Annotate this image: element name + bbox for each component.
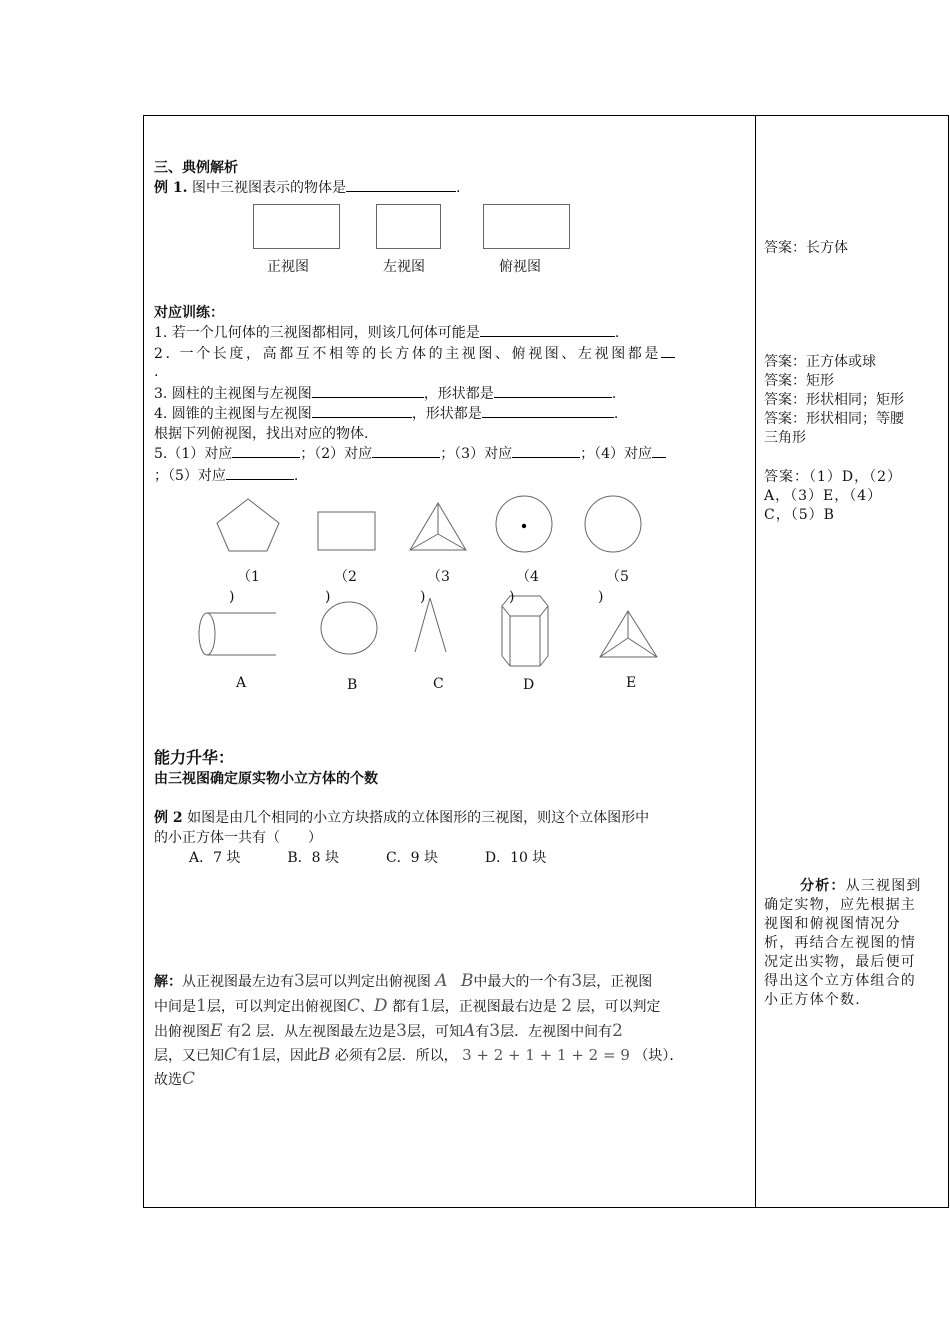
left-view-label: 左视图 xyxy=(383,259,425,275)
paren-close: ) xyxy=(598,589,604,605)
paren-close: ) xyxy=(509,589,515,605)
cone-solid-c xyxy=(415,598,446,652)
solution-line-5: 故选C xyxy=(154,1069,196,1089)
circle-with-center-dot xyxy=(496,496,552,552)
option-c: C．9 块 xyxy=(385,850,439,866)
example2-options xyxy=(189,849,546,867)
column-divider xyxy=(755,116,756,1207)
paren-close: ) xyxy=(325,589,331,605)
answer-6: 答案：（1）D，（2） A，（3）E，（4） C，（5）B xyxy=(764,469,903,523)
practice-q4: 4. 圆锥的主视图与左视图 ，形状都是 . xyxy=(154,406,619,422)
advance-title: 能力升华： xyxy=(154,748,235,767)
advance-subtitle: 由三视图确定原实物小立方体的个数 xyxy=(154,771,378,787)
example1-label: 例 1. xyxy=(154,180,188,196)
solid-label-d: D xyxy=(523,677,535,693)
paren-close: ) xyxy=(229,589,235,605)
triangle-pyramid-top-view xyxy=(410,503,466,550)
option-d: D．10 块 xyxy=(484,850,547,866)
top-view-label-5: （5 xyxy=(606,569,629,585)
practice-title: 对应训练： xyxy=(154,305,224,321)
answer-1: 答案：长方体 xyxy=(764,240,848,256)
pentagon-shape xyxy=(217,499,279,551)
front-view-label: 正视图 xyxy=(267,259,309,275)
top-view-label-3: （3 xyxy=(427,569,450,585)
rectangle-shape xyxy=(318,512,375,550)
solution-line-2: 中间是1层，可以判定出俯视图C、D 都有1层，正视图最右边是 2 层，可以判定 xyxy=(154,996,661,1016)
practice-q5-cont: ；（5）对应 . xyxy=(154,468,299,484)
sum-equation: 3 + 2 + 1 + 1 + 2 = 9 xyxy=(462,1046,630,1064)
answer-3: 答案：矩形 xyxy=(764,373,834,389)
solid-label-b: B xyxy=(347,677,358,693)
top-view-label-1: （1 xyxy=(237,569,260,585)
answer-5: 答案：形状相同；等腰 三角形 xyxy=(764,411,904,446)
top-view-label-4: （4 xyxy=(516,569,539,585)
practice-instruction: 根据下列俯视图，找出对应的物体. xyxy=(154,426,369,442)
sphere-solid-b xyxy=(321,602,377,654)
practice-q5: 5.（1）对应 ；（2）对应 ；（3）对应 ；（4）对应 xyxy=(154,444,666,463)
solid-label-e: E xyxy=(626,675,637,691)
circle-shape xyxy=(585,496,641,552)
solution-line-3: 出俯视图E 有2 层．从左视图最左边是3层，可知A有3层．左视图中间有2 xyxy=(154,1021,623,1041)
option-b: B．8 块 xyxy=(287,850,340,866)
section-title: 三、典例解析 xyxy=(154,160,238,176)
practice-q2: 2. 一个长度，高都互不相等的长方体的主视图、俯视图、左视图都是 . xyxy=(154,344,746,381)
cylinder-solid-a xyxy=(199,613,276,655)
top-view-label-2: （2 xyxy=(334,569,357,585)
hexagonal-prism-solid-d xyxy=(502,596,548,666)
example1-question: 例 1. 图中三视图表示的物体是 . xyxy=(154,180,461,196)
triangular-pyramid-solid-e xyxy=(600,611,657,657)
answer-4: 答案：形状相同；矩形 xyxy=(764,392,904,408)
worksheet-table xyxy=(143,115,949,1208)
practice-q1: 1. 若一个几何体的三视图都相同，则该几何体可能是 . xyxy=(154,325,620,341)
solution-line-4: 层，又已知C有1层，因此B 必须有2层．所以， 3 + 2 + 1 + 1 + 2 = 9 （块）． xyxy=(154,1045,684,1065)
analysis-note: 分析：从三视图到 确定实物，应先根据主 视图和俯视图情况分 析，再结合左视图的情 况定出实物，最后便可 得出这个立方体组合的 小正方体个数. xyxy=(764,878,922,1008)
solid-label-a: A xyxy=(236,675,247,691)
top-view-label: 俯视图 xyxy=(499,259,541,275)
example1-text: 图中三视图表示的物体是 xyxy=(191,180,346,196)
example2-line2: 的小正方体一共有（ ） xyxy=(154,830,322,846)
paren-close: ) xyxy=(420,589,426,605)
solution-line-1: 解：从正视图最左边有3层可以判定出俯视图 A B中最大的一个有3层，正视图 xyxy=(154,971,653,991)
practice-q3: 3. 圆柱的主视图与左视图 ，形状都是 . xyxy=(154,386,617,402)
figure-shapes xyxy=(144,116,744,706)
option-a: A．7 块 xyxy=(189,850,241,866)
answer-2: 答案：正方体或球 xyxy=(764,354,876,370)
solid-label-c: C xyxy=(433,676,444,692)
example2-line1: 例 2 如图是由几个相同的小立方块搭成的立体图形的三视图，则这个立体图形中 xyxy=(154,810,650,826)
